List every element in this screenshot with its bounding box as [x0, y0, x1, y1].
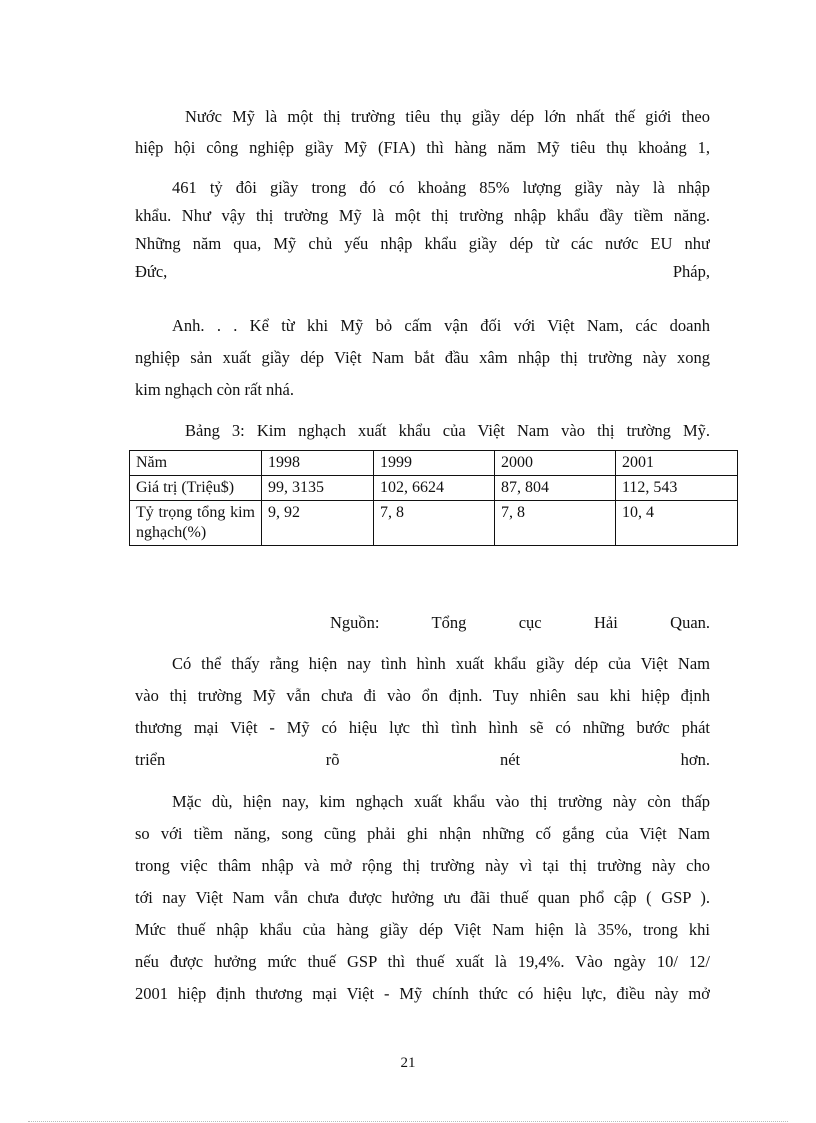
- table-cell: 1999: [374, 451, 495, 476]
- paragraph-1-end: [135, 310, 710, 405]
- table-cell: 2000: [495, 451, 616, 476]
- table-cell: 112, 543: [616, 476, 738, 501]
- table-cell-text: Tỷ trọng tổng kim nghạch(%): [136, 504, 255, 541]
- text-line: hiệp hội công nghiệp giầy Mỹ (FIA) thì hàng năm Mỹ tiêu thụ khoảng 1,: [135, 138, 710, 157]
- table-cell: 7, 8: [495, 501, 616, 546]
- text-word: triển: [135, 750, 166, 769]
- text-line: Mặc dù, hiện nay, kim nghạch xuất khẩu vào thị trường này còn thấp: [172, 792, 710, 811]
- spread-words: [135, 744, 710, 775]
- table-caption: Bảng 3: Kim nghạch xuất khẩu của Việt Nam vào thị trường Mỹ.: [185, 421, 710, 440]
- text-word: rõ: [325, 750, 340, 769]
- text-line: Anh. . . Kể từ khi Mỹ bỏ cấm vận đối với Việt Nam, các doanh: [172, 316, 710, 335]
- table-cell: 2001: [616, 451, 738, 476]
- table-row: [130, 501, 738, 546]
- table-cell: 99, 3135: [262, 476, 374, 501]
- text-word: hơn.: [680, 750, 710, 769]
- text-line: vào thị trường Mỹ vẫn chưa đi vào ổn định. Tuy nhiên sau khi hiệp định: [135, 686, 710, 705]
- table-cell: Năm: [130, 451, 262, 476]
- table-cell: 9, 92: [262, 501, 374, 546]
- source-word: Nguồn:: [330, 613, 380, 632]
- page-number: 21: [400, 1055, 416, 1071]
- text-line: nghiệp sản xuất giầy dép Việt Nam bắt đầu xâm nhập thị trường này xong: [135, 348, 710, 367]
- text-line: trong việc thâm nhập và mở rộng thị trường này vì tại thị trường này cho: [135, 856, 710, 875]
- page-bottom-rule: [28, 1121, 788, 1122]
- text-line: Những năm qua, Mỹ chủ yếu nhập khẩu giầy dép từ các nước EU như: [135, 234, 710, 253]
- paragraph-1-cont: [135, 172, 710, 287]
- table-cell: [130, 501, 262, 546]
- text-line: kim nghạch còn rất nhá.: [135, 380, 294, 399]
- text-line-spread: [135, 256, 710, 287]
- text-line-spread: [135, 744, 710, 775]
- text-line: 461 tỷ đôi giầy trong đó có khoảng 85% lượng giầy này là nhập: [172, 178, 710, 197]
- table-row: [130, 451, 738, 476]
- table-cell: 10, 4: [616, 501, 738, 546]
- source-word: Quan.: [670, 613, 710, 632]
- text-line: khẩu. Như vậy thị trường Mỹ là một thị trường nhập khẩu đầy tiềm năng.: [135, 206, 710, 225]
- source-word: Hải: [593, 613, 618, 632]
- export-value-table: [129, 450, 738, 546]
- table-cell: 87, 804: [495, 476, 616, 501]
- text-line: nếu được hưởng mức thuế GSP thì thuế xuất là 19,4%. Vào ngày 10/ 12/: [135, 952, 710, 971]
- source-word: cục: [518, 613, 542, 632]
- text-line: tới nay Việt Nam vẫn chưa được hưởng ưu đãi thuế quan phổ cập ( GSP ).: [135, 888, 710, 907]
- table-source: [330, 607, 710, 638]
- paragraph-3: [135, 786, 710, 1009]
- table-caption-block: [135, 415, 710, 446]
- text-word: Đức,: [135, 262, 168, 281]
- table-row: [130, 476, 738, 501]
- source-word: Tổng: [431, 613, 467, 632]
- table-cell: Giá trị (Triệu$): [130, 476, 262, 501]
- text-line: Có thể thấy rằng hiện nay tình hình xuất khẩu giầy dép của Việt Nam: [172, 654, 710, 673]
- text-line: 2001 hiệp định thương mại Việt - Mỹ chính thức có hiệu lực, điều này mở: [135, 984, 710, 1003]
- text-line: Mức thuế nhập khẩu của hàng giầy dép Việt Nam hiện là 35%, trong khi: [135, 920, 710, 939]
- table-cell: 102, 6624: [374, 476, 495, 501]
- paragraph-2: [135, 648, 710, 775]
- text-word: Pháp,: [672, 262, 710, 281]
- text-word: nét: [499, 750, 521, 769]
- text-line: so với tiềm năng, song cũng phải ghi nhận những cố gắng của Việt Nam: [135, 824, 710, 843]
- paragraph-1: [135, 101, 710, 163]
- table-cell: 7, 8: [374, 501, 495, 546]
- text-line: Nước Mỹ là một thị trường tiêu thụ giầy dép lớn nhất thế giới theo: [185, 107, 710, 126]
- table-cell: 1998: [262, 451, 374, 476]
- text-line: thương mại Việt - Mỹ có hiệu lực thì tình hình sẽ có những bước phát: [135, 718, 710, 737]
